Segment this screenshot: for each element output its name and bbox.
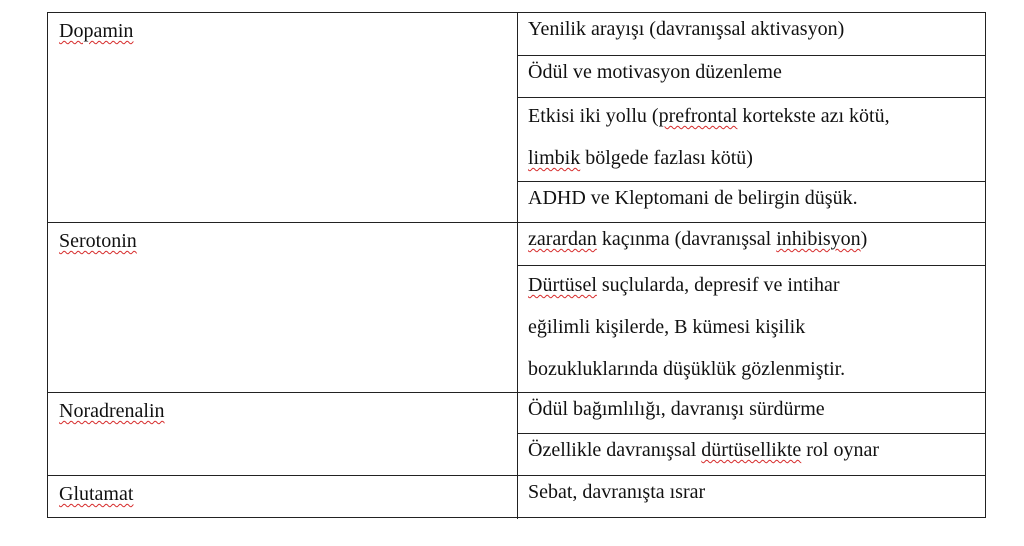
effect-line-text: limbik bölgede fazlası kötü) [528, 147, 753, 169]
effect-line [528, 264, 845, 306]
effects-cell [518, 13, 985, 222]
effects-cell [518, 393, 985, 475]
table-row-dopamin [48, 13, 985, 223]
effect-text: Yenilik arayışı (davranışsal aktivasyon) [528, 18, 845, 40]
table-row-glutamat [48, 476, 985, 519]
table-row-noradrenalin [48, 393, 985, 476]
effect-text: ADHD ve Kleptomani de belirgin düşük. [528, 187, 858, 209]
effects-cell [518, 476, 985, 519]
transmitter-cell [48, 393, 518, 475]
flagged-word: Dürtüsel [528, 274, 597, 296]
effect-line [528, 137, 890, 179]
effect-item [518, 223, 985, 266]
effect-item [518, 182, 985, 223]
effect-item [518, 476, 985, 519]
table-row-serotonin [48, 223, 985, 393]
transmitter-cell [48, 476, 518, 519]
flagged-word: limbik [528, 147, 581, 169]
flagged-word: prefrontal [658, 105, 738, 127]
effect-line-text: eğilimli kişilerde, B kümesi kişilik [528, 316, 806, 338]
effect-text: zarardan kaçınma (davranışsal inhibisyon) [528, 228, 868, 250]
effect-text: Özellikle davranışsal dürtüsellikte rol oynar [528, 439, 880, 461]
transmitter-cell [48, 223, 518, 392]
flagged-word: dürtüsellikte [701, 439, 802, 461]
effect-line [528, 95, 890, 137]
effect-item [518, 266, 985, 393]
transmitter-name: Glutamat [59, 483, 134, 505]
effect-item [518, 56, 985, 98]
effect-item [518, 393, 985, 434]
effects-cell [518, 223, 985, 392]
effect-item [518, 98, 985, 182]
effect-text: Ödül ve motivasyon düzenleme [528, 61, 782, 83]
effect-text: Ödül bağımlılığı, davranışı sürdürme [528, 398, 825, 420]
transmitter-name: Noradrenalin [59, 400, 165, 422]
effect-text: Sebat, davranışta ısrar [528, 481, 706, 503]
effect-text [528, 95, 890, 179]
transmitter-cell [48, 13, 518, 222]
transmitter-name: Dopamin [59, 20, 134, 42]
effect-line-text: Dürtüsel suçlularda, depresif ve intihar [528, 274, 840, 296]
flagged-word: zarardan [528, 228, 597, 250]
effect-item [518, 13, 985, 56]
transmitter-name: Serotonin [59, 230, 137, 252]
flagged-word: inhibisyon [776, 228, 861, 250]
effect-line-text: Etkisi iki yollu (prefrontal kortekste azı kötü, [528, 105, 890, 127]
effect-line [528, 348, 845, 390]
effect-item [518, 434, 985, 476]
neurotransmitter-table [47, 12, 986, 518]
effect-line [528, 306, 845, 348]
effect-text [528, 264, 845, 390]
effect-line-text: bozukluklarında düşüklük gözlenmiştir. [528, 358, 846, 380]
